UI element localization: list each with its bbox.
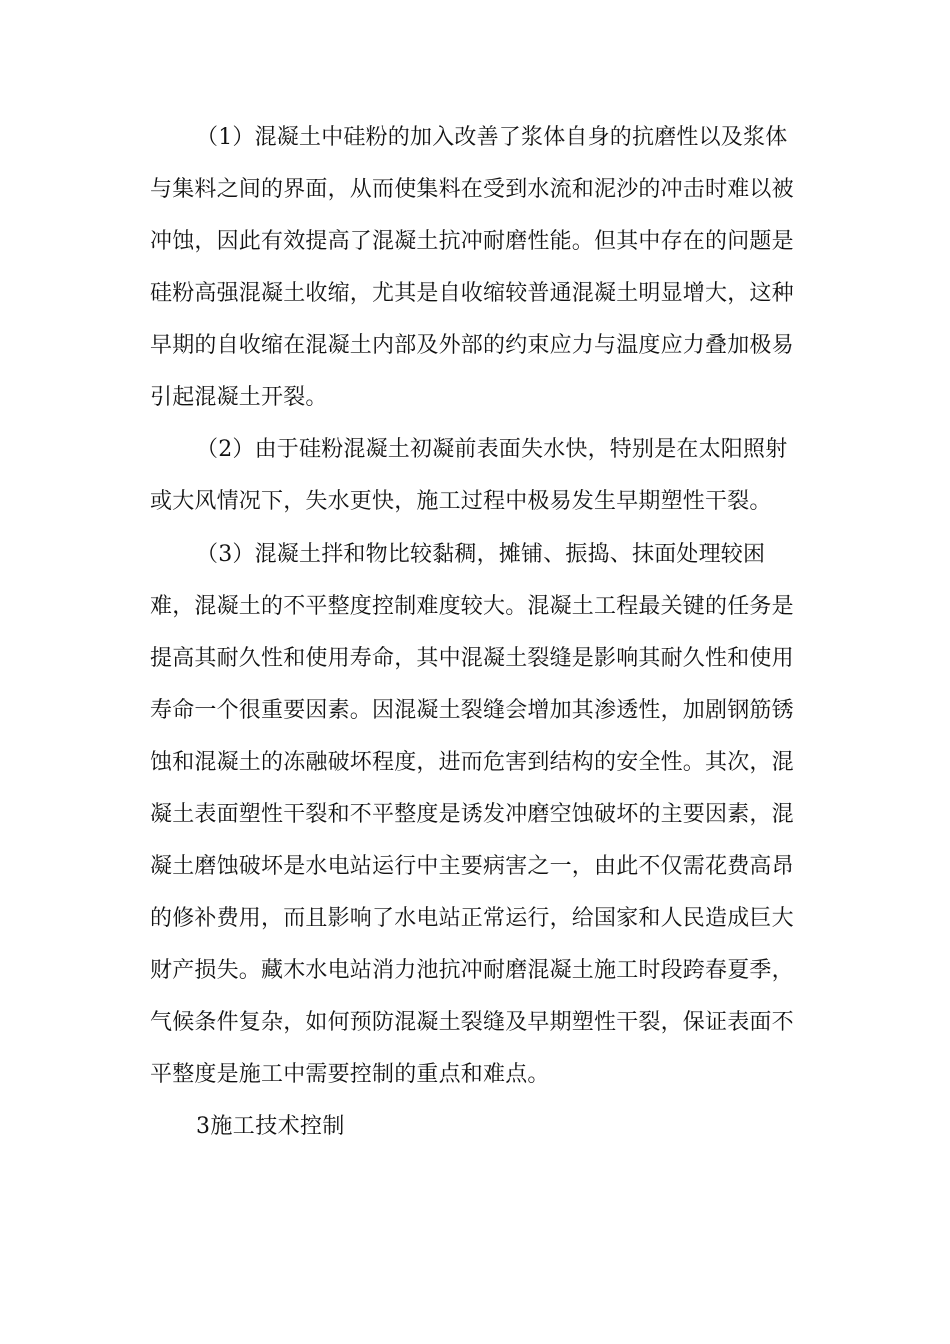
text-line: 气候条件复杂，如何预防混凝土裂缝及早期塑性干裂，保证表面不 xyxy=(150,1010,794,1035)
text-line: 平整度是施工中需要控制的重点和难点。 xyxy=(150,1062,550,1087)
text-line: 或大风情况下，失水更快，施工过程中极易发生早期塑性干裂。 xyxy=(150,489,772,514)
text-line: 蚀和混凝土的冻融破坏程度，进而危害到结构的安全性。其次，混 xyxy=(150,750,794,775)
text-line: 与集料之间的界面，从而使集料在受到水流和泥沙的冲击时难以被 xyxy=(150,177,794,202)
text-line: 凝土表面塑性干裂和不平整度是诱发冲磨空蚀破坏的主要因素，混 xyxy=(150,802,794,827)
text-line: 提高其耐久性和使用寿命，其中混凝土裂缝是影响其耐久性和使用 xyxy=(150,646,794,671)
text-line: （3）混凝土拌和物比较黏稠，摊铺、振捣、抹面处理较困 xyxy=(196,542,766,567)
text-line: （1）混凝土中硅粉的加入改善了浆体自身的抗磨性以及浆体 xyxy=(196,125,788,150)
text-line: 硅粉高强混凝土收缩，尤其是自收缩较普通混凝土明显增大，这种 xyxy=(150,281,794,306)
section-heading: 3施工技术控制 xyxy=(196,1114,345,1139)
text-line: 冲蚀，因此有效提高了混凝土抗冲耐磨性能。但其中存在的问题是 xyxy=(150,229,794,254)
text-line: 的修补费用，而且影响了水电站正常运行，给国家和人民造成巨大 xyxy=(150,906,794,931)
text-line: 凝土磨蚀破坏是水电站运行中主要病害之一，由此不仅需花费高昂 xyxy=(150,854,794,879)
text-line: 财产损失。藏木水电站消力池抗冲耐磨混凝土施工时段跨春夏季， xyxy=(150,958,794,983)
text-line: 难，混凝土的不平整度控制难度较大。混凝土工程最关键的任务是 xyxy=(150,594,794,619)
text-line: 早期的自收缩在混凝土内部及外部的约束应力与温度应力叠加极易 xyxy=(150,333,794,358)
text-line: 引起混凝土开裂。 xyxy=(150,385,328,410)
text-line: 寿命一个很重要因素。因混凝土裂缝会增加其渗透性，加剧钢筋锈 xyxy=(150,698,794,723)
text-line: （2）由于硅粉混凝土初凝前表面失水快，特别是在太阳照射 xyxy=(196,437,788,462)
